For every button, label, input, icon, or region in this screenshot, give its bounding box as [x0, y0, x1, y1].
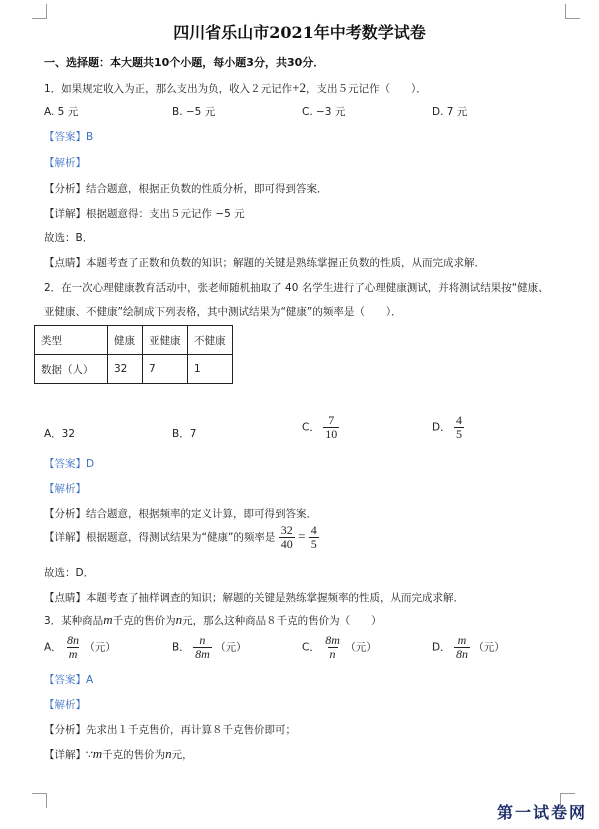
q3-option-a: A． $\frac{8n}{m}$ （元） [44, 633, 116, 661]
q3-jiexi: 【解析】 [44, 699, 86, 711]
q3-option-b: B． $\frac{n}{8m}$ （元） [172, 633, 247, 661]
fraction: $\frac{m}{8n}$ [455, 633, 468, 661]
q3-option-d: D． $\frac{m}{8n}$ （元） [432, 633, 505, 661]
table-cell: 1 [188, 355, 233, 384]
q3-stem: 3．某种商品m千克的售价为n元，那么这种商品８千克的售价为（ ） [44, 612, 382, 627]
fraction: $\frac{4}{5}$ [310, 523, 317, 551]
crop-mark-bottom-left [32, 793, 47, 808]
q2-option-a: A．32 [44, 428, 76, 440]
table-cell: 7 [143, 355, 188, 384]
fraction: $\frac{n}{8m}$ [195, 633, 210, 661]
section-heading: 一、选择题：本大题共10个小题，每小题3分，共30分． [44, 56, 325, 69]
table-cell: 32 [108, 355, 143, 384]
q2-option-c: C． $\frac{7}{10}$ [302, 413, 338, 441]
table-cell: 不健康 [188, 326, 233, 355]
table-cell: 类型 [35, 326, 108, 355]
q1-conclusion: 故选：B． [44, 232, 94, 244]
table-cell: 健康 [108, 326, 143, 355]
q2-conclusion: 故选：D． [44, 567, 95, 579]
q2-option-d: D． $\frac{4}{5}$ [432, 413, 462, 441]
table-row [35, 326, 233, 355]
fraction: $\frac{8m}{n}$ [325, 633, 340, 661]
q1-option-d: D. 7 元 [432, 106, 468, 118]
q1-stem: 1．如果规定收入为正，那么支出为负，收入２元记作+2，支出５元记作（ ）． [44, 80, 427, 95]
q1-option-b: B. −5 元 [172, 106, 216, 118]
q2-option-b: B．7 [172, 428, 197, 440]
fraction: $\frac{32}{40}$ [280, 523, 293, 551]
q1-jiexi: 【解析】 [44, 157, 86, 169]
q3-answer: 【答案】A [44, 674, 94, 686]
q2-stem-line2: 亚健康、不健康”绘制成下列表格，其中测试结果为“健康”的频率是（ ）． [44, 306, 402, 318]
q3-analysis: 【分析】先求出１千克售价，再计算８千克售价即可； [44, 724, 296, 736]
q2-data-table [34, 325, 233, 384]
q3-detail: 【详解】∵m千克的售价为n元， [44, 746, 193, 761]
q2-stem-line1: 2．在一次心理健康教育活动中，张老师随机抽取了 40 名学生进行了心理健康测试，并将测试结果按“健康、 [44, 282, 549, 294]
page-title: 四川省乐山市2021年中考数学试卷 [173, 23, 426, 42]
q1-comment: 【点睛】本题考查了正数和负数的知识；解题的关键是熟练掌握正负数的性质，从而完成求解． [44, 257, 485, 269]
watermark-logo: 第一试卷网 [496, 803, 587, 822]
q3-option-c: C． $\frac{8m}{n}$ （元） [302, 633, 377, 661]
fraction: $\frac{8n}{m}$ [67, 633, 80, 661]
q1-detail: 【详解】根据题意得：支出５元记作 −5 元 [44, 208, 245, 220]
crop-mark-top-right [565, 4, 580, 19]
q1-analysis: 【分析】结合题意，根据正负数的性质分析，即可得到答案． [44, 183, 328, 195]
q2-answer: 【答案】D [44, 458, 95, 470]
q1-answer: 【答案】B [44, 131, 94, 143]
crop-mark-top-left [32, 4, 47, 19]
fraction: $\frac{7}{10}$ [325, 413, 338, 441]
q1-option-c: C. −3 元 [302, 106, 346, 118]
table-cell: 亚健康 [143, 326, 188, 355]
table-row [35, 355, 233, 384]
q1-option-a: A. 5 元 [44, 106, 79, 118]
q2-analysis: 【分析】结合题意，根据频率的定义计算，即可得到答案． [44, 508, 317, 520]
fraction: $\frac{4}{5}$ [455, 413, 462, 441]
q2-jiexi: 【解析】 [44, 483, 86, 495]
table-cell: 数据（人） [35, 355, 108, 384]
q2-detail: 【详解】根据题意，得测试结果为“健康”的频率是 $\frac{32}{40}$ = $\frac{4}{5}$ [44, 523, 317, 551]
q2-comment: 【点睛】本题考查了抽样调查的知识；解题的关键是熟练掌握频率的性质，从而完成求解． [44, 592, 464, 604]
